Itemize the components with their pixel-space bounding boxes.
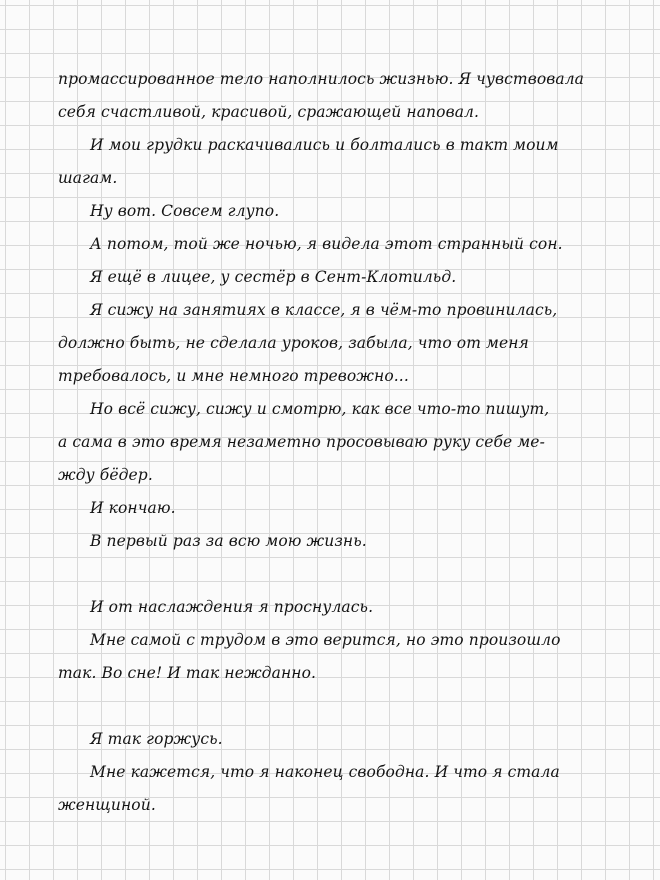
text-line: И кончаю. bbox=[90, 499, 176, 517]
text-line: Я так горжусь. bbox=[90, 730, 223, 748]
text-line: Но всё сижу, сижу и смотрю, как все что-то пишут, bbox=[90, 400, 550, 418]
paragraph-gap bbox=[58, 690, 598, 723]
text-line: требовалось, и мне немного тревожно... bbox=[58, 367, 409, 385]
text-line: В первый раз за всю мою жизнь. bbox=[90, 532, 367, 550]
text-line: Ну вот. Совсем глупо. bbox=[90, 202, 280, 220]
text-line: жду бёдер. bbox=[58, 466, 153, 484]
text-line: Мне самой с трудом в это верится, но это произошло bbox=[90, 631, 561, 649]
text-line: промассированное тело наполнилось жизнью. Я чувствовала bbox=[58, 70, 585, 88]
text-line: Я сижу на занятиях в классе, я в чём-то провинилась, bbox=[90, 301, 558, 319]
text-line: шагам. bbox=[58, 169, 118, 187]
text-line: должно быть, не сделала уроков, забыла, что от меня bbox=[58, 334, 529, 352]
text-line: Я ещё в лицее, у сестёр в Сент-Клотильд. bbox=[90, 268, 457, 286]
text-line: а сама в это время незаметно просовываю руку себе ме- bbox=[58, 433, 545, 451]
handwritten-text bbox=[58, 63, 598, 822]
text-line: так. Во сне! И так нежданно. bbox=[58, 664, 317, 682]
text-line: себя счастливой, красивой, сражающей наповал. bbox=[58, 103, 480, 121]
text-line: Мне кажется, что я наконец свободна. И что я стала bbox=[90, 763, 560, 781]
text-line: И от наслаждения я проснулась. bbox=[90, 598, 374, 616]
text-line: женщиной. bbox=[58, 796, 156, 814]
text-line: А потом, той же ночью, я видела этот странный сон. bbox=[90, 235, 563, 253]
text-line: И мои грудки раскачивались и болтались в такт моим bbox=[90, 136, 559, 154]
paragraph-gap bbox=[58, 558, 598, 591]
